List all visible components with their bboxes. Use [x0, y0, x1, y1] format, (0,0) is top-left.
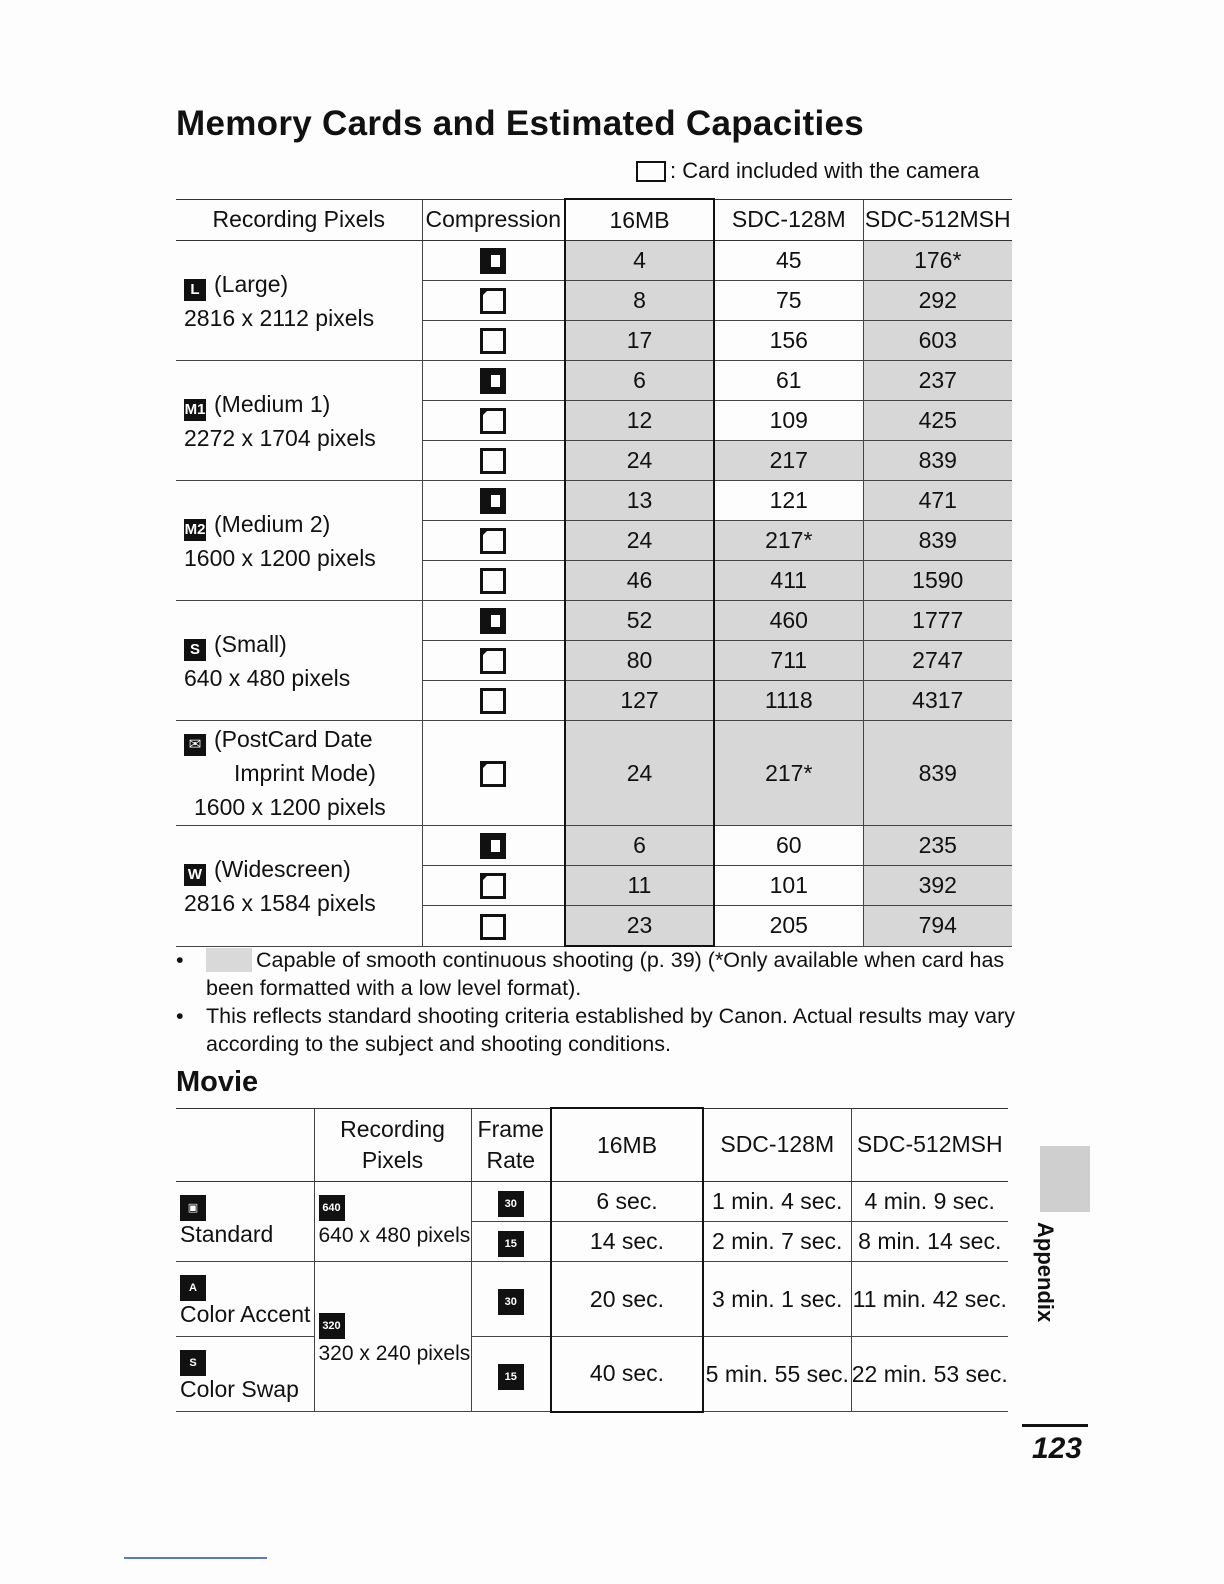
movie-pixels-text: 640 x 480 pixels	[318, 1224, 471, 1247]
movie-header-pixels: Recording Pixels	[314, 1108, 471, 1182]
compression-cell	[422, 321, 565, 361]
capacity-16mb: 127	[565, 681, 714, 721]
compression-normal-icon	[480, 688, 506, 714]
legend-text: : Card included with the camera	[670, 158, 980, 183]
capacity-sdc-128m: 101	[714, 866, 863, 906]
header-recording-pixels: Recording Pixels	[176, 199, 422, 241]
pixel-dimensions: 2816 x 2112 pixels	[184, 304, 375, 331]
pixel-dimensions: 1600 x 1200 pixels	[184, 544, 376, 571]
capacity-16mb: 17	[565, 321, 714, 361]
frame-rate-15	[471, 1337, 551, 1412]
size-name: (Widescreen)	[214, 855, 351, 882]
capacity-sdc-512msh: 237	[863, 361, 1012, 401]
size-name: (Small)	[214, 630, 287, 657]
movie-16mb: 14 sec.	[551, 1222, 703, 1262]
capacity-sdc-512msh: 292	[863, 281, 1012, 321]
recording-pixels-cell	[176, 361, 422, 481]
movie-mode-color-accent	[176, 1262, 314, 1337]
capacity-16mb: 12	[565, 401, 714, 441]
capacity-row	[176, 241, 1012, 281]
note-text: Capable of smooth continuous shooting (p. 39) (*Only available when card has been formatted with a low level format).	[206, 948, 1005, 1000]
size-postcard-icon: ✉	[184, 734, 206, 756]
capacity-sdc-512msh: 839	[863, 441, 1012, 481]
appendix-label-text: Appendix	[1033, 1222, 1058, 1323]
capacity-table-body	[176, 241, 1012, 947]
size-name-continued: Imprint Mode)	[234, 760, 376, 786]
compression-cell	[422, 561, 565, 601]
movie-128m: 2 min. 7 sec.	[703, 1222, 851, 1262]
appendix-side-label	[1030, 1222, 1080, 1372]
compression-normal-icon	[480, 328, 506, 354]
capacity-sdc-512msh: 794	[863, 906, 1012, 947]
capacity-sdc-512msh: 1590	[863, 561, 1012, 601]
compression-cell	[422, 601, 565, 641]
frame-rate-30-icon: 30	[498, 1191, 524, 1217]
compression-cell	[422, 401, 565, 441]
compression-superfine-icon	[480, 368, 506, 394]
movie-512m: 4 min. 9 sec.	[851, 1182, 1008, 1222]
capacity-sdc-512msh: 4317	[863, 681, 1012, 721]
movie-mode-label: Color Swap	[180, 1376, 299, 1402]
capacity-16mb: 24	[565, 521, 714, 561]
appendix-tab-marker	[1040, 1146, 1090, 1212]
recording-pixels-cell	[176, 241, 422, 361]
header-16mb: 16MB	[565, 199, 714, 241]
recording-pixels-cell	[176, 721, 422, 826]
size-name: (Medium 2)	[214, 510, 331, 537]
capacity-sdc-512msh: 471	[863, 481, 1012, 521]
compression-normal-icon	[480, 914, 506, 940]
pixel-dimensions: 2816 x 1584 pixels	[184, 889, 376, 916]
movie-mode-standard	[176, 1182, 314, 1262]
movie-mode-color-swap	[176, 1337, 314, 1412]
pixel-dimensions: 640 x 480 pixels	[184, 664, 351, 691]
recording-pixels-cell	[176, 481, 422, 601]
capacity-sdc-128m: 121	[714, 481, 863, 521]
movie-mode-label: Color Accent	[180, 1301, 311, 1327]
capacity-row	[176, 361, 1012, 401]
capacity-sdc-512msh: 839	[863, 521, 1012, 561]
frame-rate-15-icon: 15	[498, 1231, 524, 1257]
movie-512m: 11 min. 42 sec.	[851, 1262, 1008, 1337]
page-number: 123	[1031, 1432, 1082, 1465]
compression-fine-icon	[480, 288, 506, 314]
movie-heading: Movie	[176, 1066, 259, 1098]
header-sdc-128m: SDC-128M	[714, 199, 863, 241]
capacity-sdc-128m: 156	[714, 321, 863, 361]
compression-cell	[422, 481, 565, 521]
capacity-16mb: 52	[565, 601, 714, 641]
capacity-sdc-128m: 109	[714, 401, 863, 441]
legend	[636, 158, 979, 184]
compression-fine-icon	[480, 761, 506, 787]
capacity-sdc-512msh: 235	[863, 826, 1012, 866]
capacity-16mb: 24	[565, 721, 714, 826]
movie-16mb: 40 sec.	[551, 1337, 703, 1412]
compression-cell	[422, 906, 565, 947]
size-W-icon: W	[184, 864, 206, 886]
recording-pixels-cell	[176, 826, 422, 947]
compression-cell	[422, 681, 565, 721]
frame-rate-30-icon: 30	[498, 1289, 524, 1315]
capacity-16mb: 8	[565, 281, 714, 321]
page-number-rule	[1022, 1424, 1088, 1427]
frame-rate-30	[471, 1182, 551, 1222]
capacity-sdc-512msh: 1777	[863, 601, 1012, 641]
notes	[176, 946, 1016, 1058]
movie-header-mode	[176, 1108, 314, 1182]
size-L-icon: L	[184, 279, 206, 301]
capacity-row	[176, 721, 1012, 826]
compression-cell	[422, 521, 565, 561]
movie-128m: 5 min. 55 sec.	[703, 1337, 851, 1412]
capacity-row	[176, 826, 1012, 866]
standard-movie-icon: ▣	[180, 1195, 206, 1221]
movie-header-frame-rate: Frame Rate	[471, 1108, 551, 1182]
header-compression: Compression	[422, 199, 565, 241]
capacity-table	[176, 198, 1012, 947]
capacity-16mb: 24	[565, 441, 714, 481]
pixel-dimensions: 2272 x 1704 pixels	[184, 424, 376, 451]
capacity-16mb: 80	[565, 641, 714, 681]
movie-pixels-320	[314, 1262, 471, 1412]
frame-rate-15	[471, 1222, 551, 1262]
compression-cell	[422, 641, 565, 681]
movie-header-sdc-512msh: SDC-512MSH	[851, 1108, 1008, 1182]
compression-superfine-icon	[480, 488, 506, 514]
size-name: (Medium 1)	[214, 390, 331, 417]
compression-cell	[422, 441, 565, 481]
frame-rate-30	[471, 1262, 551, 1337]
color-accent-icon: A	[180, 1275, 206, 1301]
movie-16mb: 20 sec.	[551, 1262, 703, 1337]
size-M2-icon: M2	[184, 519, 206, 541]
capacity-sdc-128m: 711	[714, 641, 863, 681]
pixels-640-icon: 640	[319, 1195, 345, 1221]
movie-header-16mb: 16MB	[551, 1108, 703, 1182]
size-name: (PostCard Date	[214, 726, 373, 752]
movie-512m: 8 min. 14 sec.	[851, 1222, 1008, 1262]
capacity-row	[176, 601, 1012, 641]
capacity-sdc-512msh: 392	[863, 866, 1012, 906]
capacity-sdc-128m: 411	[714, 561, 863, 601]
capacity-sdc-512msh: 603	[863, 321, 1012, 361]
capacity-sdc-128m: 460	[714, 601, 863, 641]
header-sdc-512msh: SDC-512MSH	[863, 199, 1012, 241]
compression-cell	[422, 721, 565, 826]
capacity-sdc-128m: 1118	[714, 681, 863, 721]
capacity-sdc-512msh: 2747	[863, 641, 1012, 681]
compression-superfine-icon	[480, 608, 506, 634]
capacity-16mb: 6	[565, 361, 714, 401]
note-continuous	[176, 946, 1016, 1002]
movie-table	[176, 1107, 1008, 1413]
shade-swatch	[206, 948, 252, 972]
pixels-320-icon: 320	[319, 1313, 345, 1339]
capacity-sdc-512msh: 425	[863, 401, 1012, 441]
compression-cell	[422, 281, 565, 321]
note-criteria	[176, 1002, 1016, 1058]
capacity-16mb: 23	[565, 906, 714, 947]
capacity-sdc-128m: 45	[714, 241, 863, 281]
footer-line	[124, 1557, 267, 1559]
capacity-sdc-512msh: 839	[863, 721, 1012, 826]
movie-pixels-text: 320 x 240 pixels	[318, 1341, 471, 1365]
capacity-sdc-128m: 205	[714, 906, 863, 947]
note-text: This reflects standard shooting criteria established by Canon. Actual results may vary according to the subject and shooting conditions.	[206, 1004, 1016, 1056]
compression-cell	[422, 826, 565, 866]
compression-normal-icon	[480, 568, 506, 594]
compression-fine-icon	[480, 528, 506, 554]
compression-fine-icon	[480, 873, 506, 899]
size-M1-icon: M1	[184, 399, 206, 421]
movie-512m: 22 min. 53 sec.	[851, 1337, 1008, 1412]
capacity-sdc-128m: 61	[714, 361, 863, 401]
capacity-16mb: 11	[565, 866, 714, 906]
compression-cell	[422, 866, 565, 906]
movie-16mb: 6 sec.	[551, 1182, 703, 1222]
capacity-16mb: 13	[565, 481, 714, 521]
movie-row-color-accent	[176, 1262, 1008, 1337]
compression-superfine-icon	[480, 248, 506, 274]
pixel-dimensions: 1600 x 1200 pixels	[194, 794, 386, 820]
movie-row-standard-30	[176, 1182, 1008, 1222]
compression-normal-icon	[480, 448, 506, 474]
size-S-icon: S	[184, 639, 206, 661]
movie-128m: 1 min. 4 sec.	[703, 1182, 851, 1222]
capacity-sdc-128m: 217*	[714, 521, 863, 561]
movie-header-sdc-128m: SDC-128M	[703, 1108, 851, 1182]
compression-cell	[422, 241, 565, 281]
page-title: Memory Cards and Estimated Capacities	[176, 104, 864, 143]
compression-cell	[422, 361, 565, 401]
movie-row-color-swap	[176, 1337, 1008, 1412]
card-included-box-icon	[636, 161, 666, 182]
compression-fine-icon	[480, 408, 506, 434]
movie-128m: 3 min. 1 sec.	[703, 1262, 851, 1337]
movie-pixels-640	[314, 1182, 471, 1262]
movie-mode-label: Standard	[180, 1221, 274, 1247]
capacity-16mb: 4	[565, 241, 714, 281]
capacity-sdc-128m: 75	[714, 281, 863, 321]
frame-rate-15-icon: 15	[498, 1364, 524, 1390]
capacity-sdc-512msh: 176*	[863, 241, 1012, 281]
capacity-sdc-128m: 217*	[714, 721, 863, 826]
size-name: (Large)	[214, 270, 289, 297]
compression-superfine-icon	[480, 833, 506, 859]
color-swap-icon: S	[180, 1350, 206, 1376]
capacity-16mb: 46	[565, 561, 714, 601]
compression-fine-icon	[480, 648, 506, 674]
capacity-sdc-128m: 60	[714, 826, 863, 866]
capacity-row	[176, 481, 1012, 521]
capacity-sdc-128m: 217	[714, 441, 863, 481]
capacity-16mb: 6	[565, 826, 714, 866]
recording-pixels-cell	[176, 601, 422, 721]
